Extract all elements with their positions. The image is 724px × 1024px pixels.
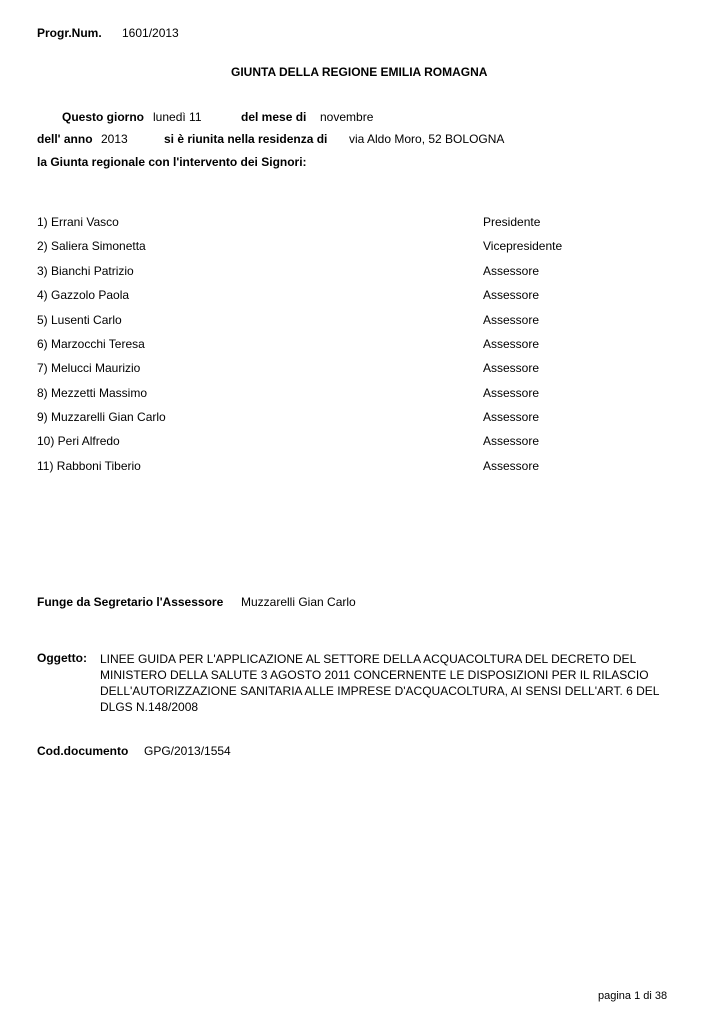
- document-title: GIUNTA DELLA REGIONE EMILIA ROMAGNA: [231, 65, 488, 79]
- member-role: Assessore: [483, 288, 540, 302]
- member-role: Assessore: [483, 313, 540, 327]
- member-name: 11) Rabboni Tiberio: [37, 459, 141, 473]
- member-name: 2) Saliera Simonetta: [37, 239, 146, 253]
- place-label: si è riunita nella residenza di: [164, 132, 328, 146]
- member-name: 3) Bianchi Patrizio: [37, 264, 134, 278]
- document-code-label: Cod.documento: [37, 744, 129, 758]
- member-role: Assessore: [483, 459, 540, 473]
- place-value: via Aldo Moro, 52 BOLOGNA: [349, 132, 505, 146]
- member-role: Assessore: [483, 264, 540, 278]
- progr-num-value: 1601/2013: [122, 26, 179, 40]
- subject-line: MINISTERO DELLA SALUTE 3 AGOSTO 2011 CONCERNENTE LE DISPOSIZIONI PER IL RILASCIO: [100, 668, 649, 682]
- member-role: Assessore: [483, 361, 540, 375]
- page-number: pagina 1 di 38: [598, 990, 668, 1002]
- day-value: lunedì 11: [153, 110, 202, 124]
- member-role: Assessore: [483, 337, 540, 351]
- year-value: 2013: [101, 132, 128, 146]
- member-role: Assessore: [483, 434, 540, 448]
- member-name: 7) Melucci Maurizio: [37, 361, 141, 375]
- intro-text: la Giunta regionale con l'intervento dei Signori:: [37, 155, 307, 169]
- subject-label: Oggetto:: [37, 651, 87, 665]
- month-value: novembre: [320, 110, 374, 124]
- document-code-value: GPG/2013/1554: [144, 744, 231, 758]
- member-name: 6) Marzocchi Teresa: [37, 337, 145, 351]
- member-role: Assessore: [483, 386, 540, 400]
- member-role: Assessore: [483, 410, 540, 424]
- member-role: Presidente: [483, 215, 541, 229]
- day-label: Questo giorno: [62, 110, 144, 124]
- subject-line: DLGS N.148/2008: [100, 700, 199, 714]
- secretary-value: Muzzarelli Gian Carlo: [241, 595, 356, 609]
- subject-line: DELL'AUTORIZZAZIONE SANITARIA ALLE IMPRESE D'ACQUACOLTURA, AI SENSI DELL'ART. 6 DEL: [100, 684, 660, 698]
- subject-line: LINEE GUIDA PER L'APPLICAZIONE AL SETTORE DELLA ACQUACOLTURA DEL DECRETO DEL: [100, 652, 637, 666]
- member-name: 9) Muzzarelli Gian Carlo: [37, 410, 166, 424]
- member-role: Vicepresidente: [483, 239, 563, 253]
- year-label: dell' anno: [37, 132, 93, 146]
- member-name: 10) Peri Alfredo: [37, 434, 120, 448]
- member-name: 5) Lusenti Carlo: [37, 313, 122, 327]
- month-label: del mese di: [241, 110, 307, 124]
- member-name: 4) Gazzolo Paola: [37, 288, 130, 302]
- subject-text: [100, 651, 690, 715]
- progr-num-label: Progr.Num.: [37, 26, 102, 40]
- member-name: 1) Errani Vasco: [37, 215, 119, 229]
- member-name: 8) Mezzetti Massimo: [37, 386, 148, 400]
- secretary-label: Funge da Segretario l'Assessore: [37, 595, 224, 609]
